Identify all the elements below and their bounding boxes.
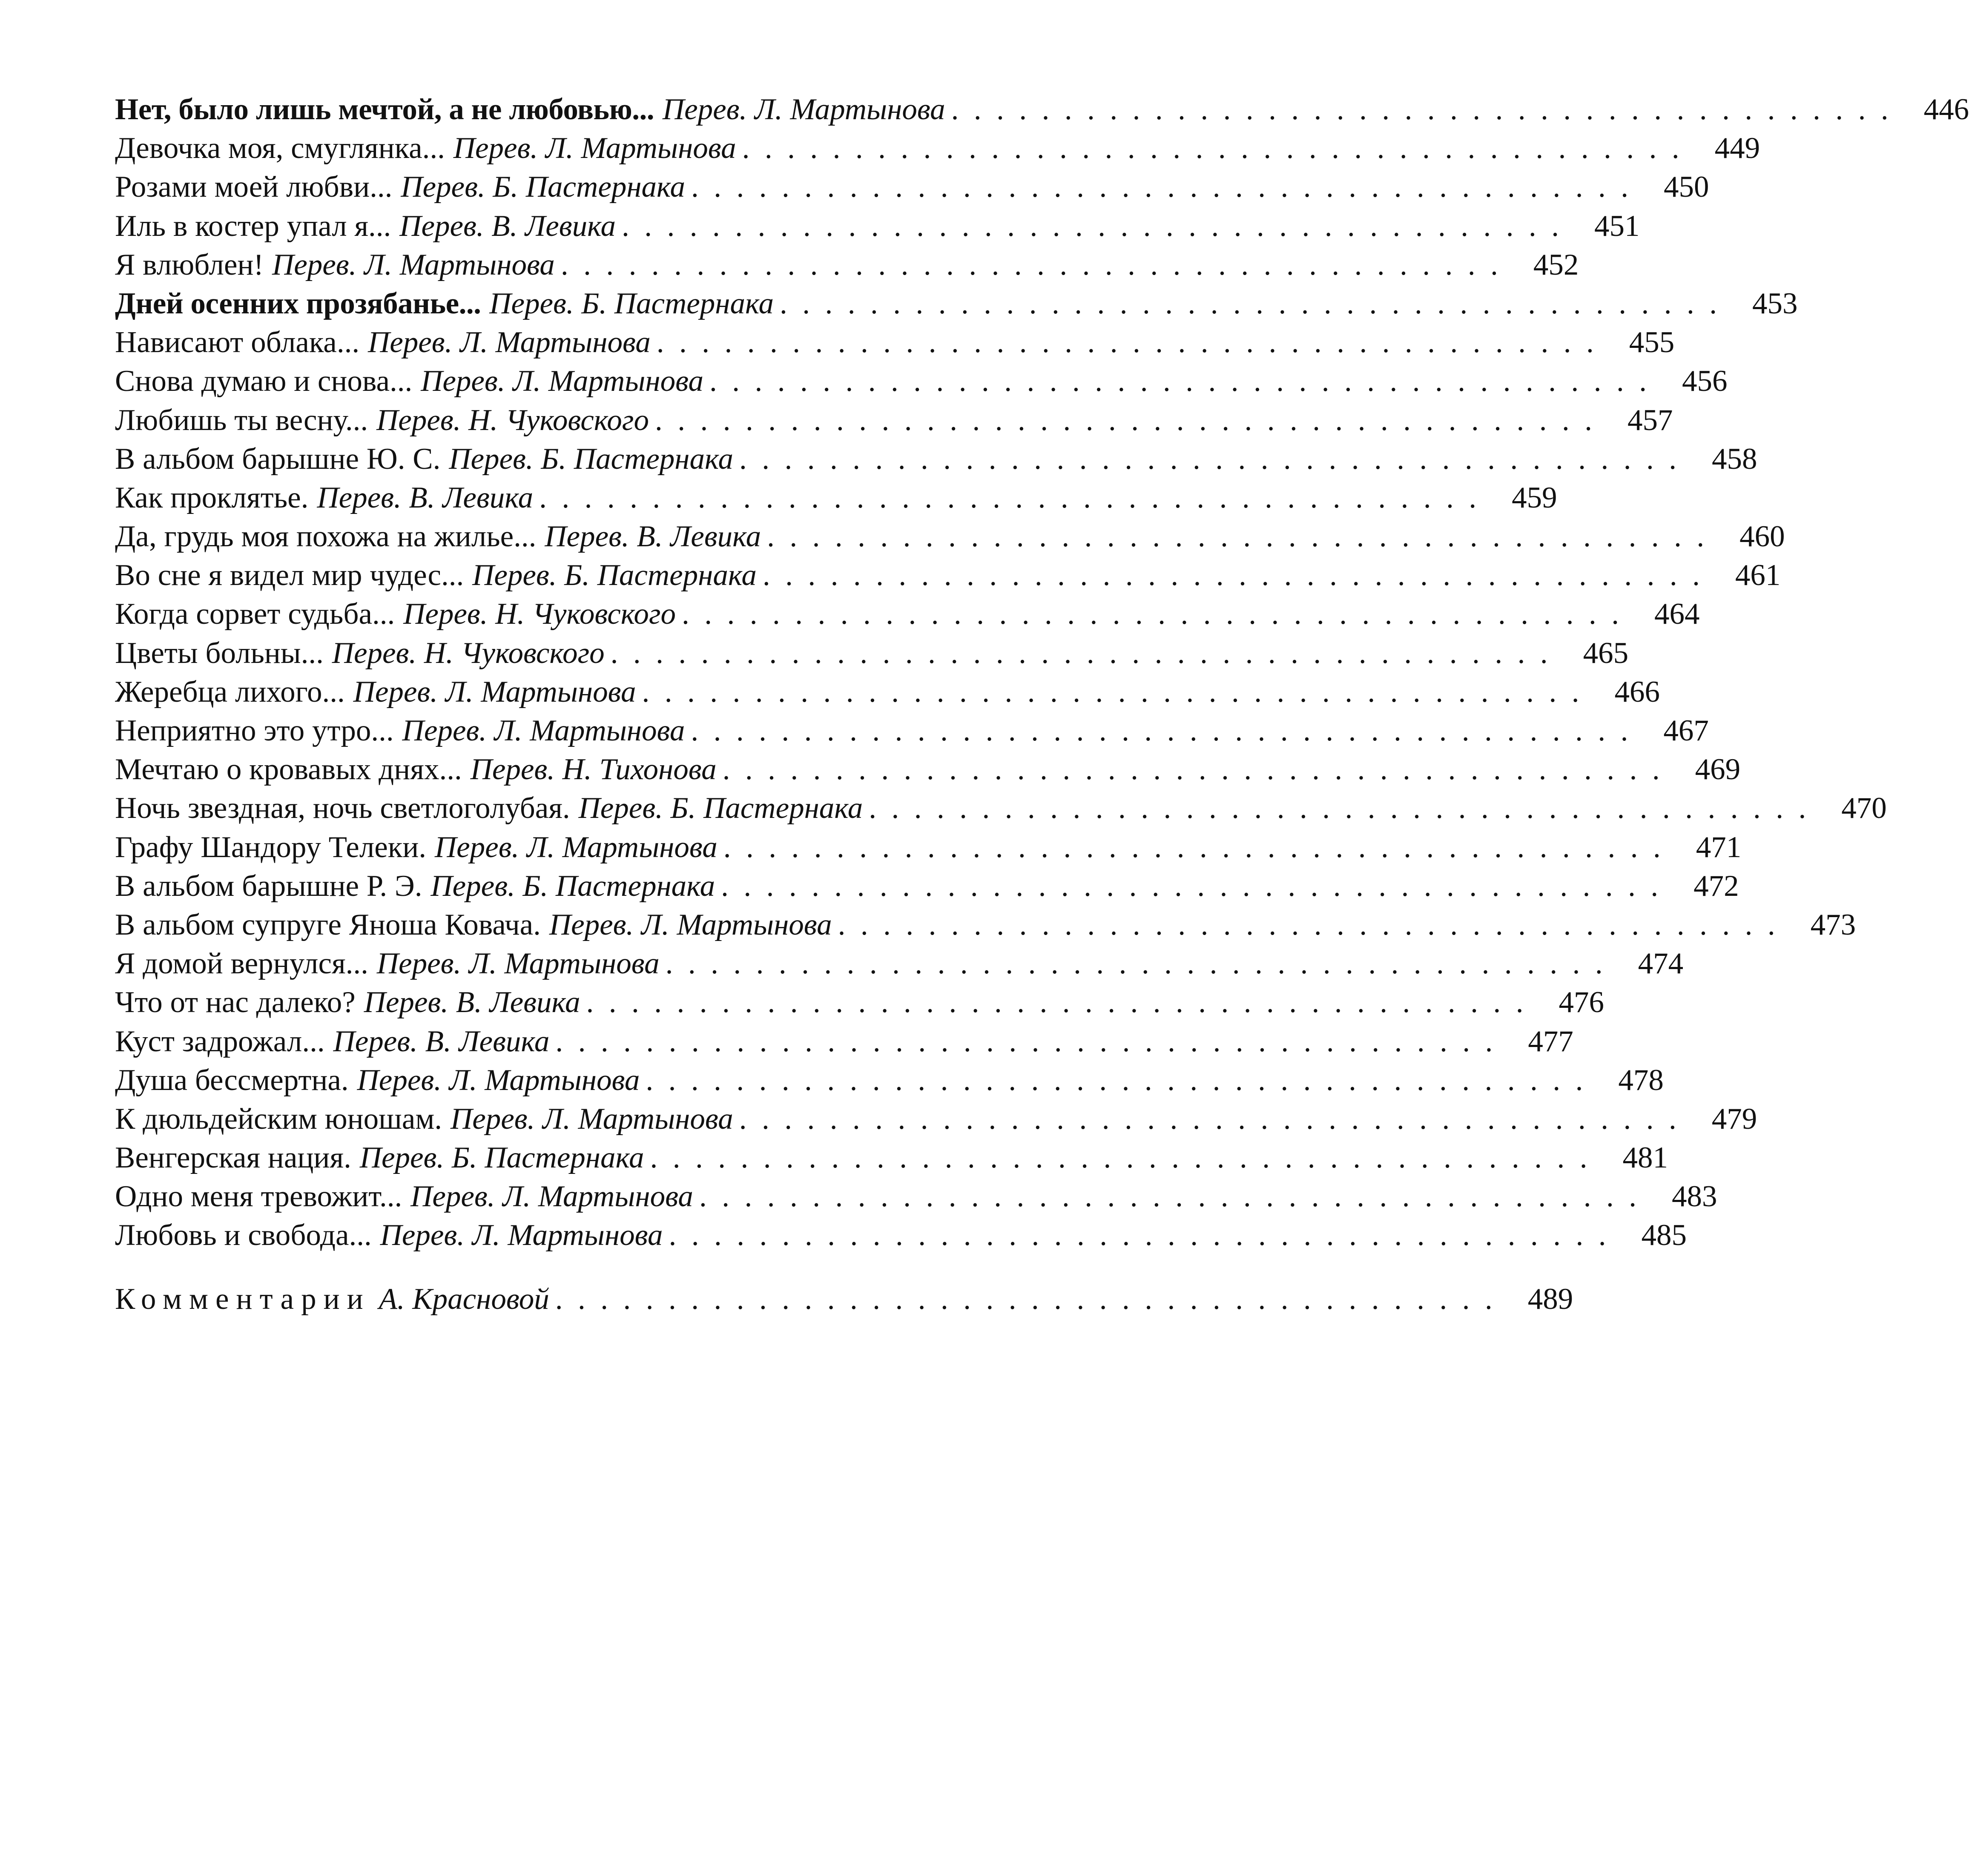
dot-leader: .......................................... <box>650 1141 1602 1175</box>
entry-page-number: 458 <box>1711 442 1757 476</box>
toc-entry <box>115 517 1785 556</box>
entry-page-number: 472 <box>1693 869 1739 903</box>
entry-title: Куст задрожал... <box>115 1024 325 1058</box>
entry-translator: Перев. Б. Пастернака <box>489 287 774 320</box>
entry-page-number: 483 <box>1671 1180 1717 1213</box>
dot-leader: .......................................... <box>642 675 1594 709</box>
toc-entry <box>115 1139 1668 1177</box>
toc-entry <box>115 595 1700 634</box>
dot-leader: .......................................... <box>656 326 1609 359</box>
dot-leader: .......................................... <box>739 1102 1692 1136</box>
entry-title: Одно меня тревожит... <box>115 1180 402 1213</box>
entry-translator: Перев. Л. Мартынова <box>357 1063 640 1097</box>
entry-title: Нет, было лишь мечтой, а не любовью... <box>115 93 654 126</box>
entry-page-number: 476 <box>1559 986 1604 1019</box>
entry-page-number: 459 <box>1512 481 1557 514</box>
entry-page-number: 489 <box>1527 1282 1573 1316</box>
entry-title: Мечтаю о кровавых днях... <box>115 753 462 786</box>
entry-translator: Перев. Н. Тихонова <box>470 753 717 786</box>
entry-translator: Перев. Н. Чуковского <box>403 597 676 631</box>
entry-page-number: 456 <box>1682 364 1728 398</box>
dot-leader: .......................................... <box>669 1219 1621 1252</box>
toc-entry <box>115 246 1579 284</box>
entry-title: Нависают облака... <box>115 326 360 359</box>
entry-page-number: 449 <box>1714 132 1760 165</box>
toc-entry <box>115 634 1629 673</box>
entry-title: К дюльдейским юношам. <box>115 1102 442 1136</box>
dot-leader: .......................................... <box>539 481 1492 514</box>
entry-title: Иль в костер упал я... <box>115 209 391 243</box>
entry-title: Душа бессмертна. <box>115 1063 349 1097</box>
entry-page-number: 465 <box>1583 636 1629 670</box>
toc-entry <box>115 284 1798 323</box>
dot-leader: .......................................... <box>742 132 1695 165</box>
entry-page-number: 474 <box>1638 947 1684 981</box>
table-of-contents <box>115 90 1969 1319</box>
toc-entry <box>115 168 1709 207</box>
toc-entry <box>115 556 1781 595</box>
entry-translator: Перев. Б. Пастернака <box>401 170 686 204</box>
entry-title: В альбом барышне Р. Э. <box>115 869 422 903</box>
entry-translator: Перев. Б. Пастернака <box>472 559 757 592</box>
dot-leader: .......................................... <box>762 559 1715 592</box>
entry-page-number: 455 <box>1629 326 1675 359</box>
entry-translator: Перев. Л. Мартынова <box>434 830 718 864</box>
entry-translator: Перев. Л. Мартынова <box>376 947 660 981</box>
toc-entry <box>115 479 1557 517</box>
toc-entry <box>115 1100 1757 1139</box>
entry-translator: Перев. Л. Мартынова <box>421 364 703 398</box>
entry-author: А. Красновой <box>379 1282 549 1316</box>
dot-leader: .......................................... <box>722 753 1675 786</box>
toc-entries <box>115 90 1969 1255</box>
toc-entry-commentary <box>115 1280 1573 1319</box>
entry-page-number: 477 <box>1528 1024 1573 1058</box>
entry-translator: Перев. Б. Пастернака <box>449 442 733 476</box>
toc-entry <box>115 983 1604 1022</box>
toc-entry <box>115 867 1739 906</box>
entry-title: Когда сорвет судьба... <box>115 597 395 631</box>
entry-title: Графу Шандору Телеки. <box>115 830 427 864</box>
dot-leader: .......................................... <box>555 1024 1508 1058</box>
entry-translator: Перев. В. Левика <box>317 481 534 514</box>
entry-translator: Перев. Н. Чуковского <box>332 636 605 670</box>
entry-page-number: 469 <box>1695 753 1741 786</box>
dot-leader: .......................................... <box>779 287 1732 320</box>
entry-title: Девочка моя, смуглянка... <box>115 132 445 165</box>
dot-leader: .......................................... <box>691 170 1644 204</box>
dot-leader: .......................................... <box>739 442 1692 476</box>
toc-entry <box>115 401 1673 440</box>
entry-title: Любовь и свобода... <box>115 1219 372 1252</box>
toc-entry <box>115 828 1742 867</box>
dot-leader: .......................................... <box>699 1180 1652 1213</box>
entry-translator: Перев. Л. Мартынова <box>272 248 555 281</box>
entry-page-number: 451 <box>1594 209 1640 243</box>
entry-title: Розами моей любви... <box>115 170 393 204</box>
entry-title: Снова думаю и снова... <box>115 364 413 398</box>
entry-title: Жеребца лихого... <box>115 675 345 709</box>
entry-translator: Перев. Л. Мартынова <box>662 93 945 126</box>
entry-translator: Перев. Л. Мартынова <box>450 1102 733 1136</box>
entry-title: Что от нас далеко? <box>115 986 356 1019</box>
toc-entry <box>115 1216 1687 1255</box>
entry-translator: Перев. Л. Мартынова <box>367 326 651 359</box>
dot-leader: .......................................... <box>691 714 1643 747</box>
dot-leader: .......................................... <box>555 1282 1508 1316</box>
dot-leader: .......................................... <box>767 520 1719 554</box>
entry-translator: Перев. Б. Пастернака <box>431 869 715 903</box>
entry-page-number: 450 <box>1664 170 1709 204</box>
entry-translator: Перев. В. Левика <box>399 209 616 243</box>
entry-page-number: 464 <box>1654 597 1700 631</box>
entry-translator: Перев. Б. Пастернака <box>578 792 863 825</box>
entry-page-number: 470 <box>1841 792 1887 825</box>
entry-title: Ночь звездная, ночь светлоголубая. <box>115 792 570 825</box>
dot-leader: .......................................... <box>654 403 1607 437</box>
entry-translator: Перев. В. Левика <box>364 986 580 1019</box>
dot-leader: .......................................... <box>838 908 1791 941</box>
dot-leader: .......................................... <box>665 947 1618 981</box>
entry-title: Любишь ты весну... <box>115 403 368 437</box>
entry-page-number: 479 <box>1711 1102 1757 1136</box>
entry-page-number: 453 <box>1752 287 1798 320</box>
toc-entry <box>115 362 1728 401</box>
dot-leader: .......................................... <box>723 830 1676 864</box>
entry-title: В альбом барышне Ю. С. <box>115 442 441 476</box>
entry-page-number: 460 <box>1739 520 1785 554</box>
toc-entry <box>115 90 1969 129</box>
entry-page-number: 457 <box>1627 403 1673 437</box>
entry-title: Я влюблен! <box>115 248 264 281</box>
dot-leader: .......................................... <box>951 93 1904 126</box>
toc-entry <box>115 711 1709 750</box>
entry-page-number: 461 <box>1735 559 1781 592</box>
entry-title: В альбом супруге Яноша Ковача. <box>115 908 541 941</box>
entry-translator: Перев. Л. Мартынова <box>380 1219 663 1252</box>
dot-leader: .......................................... <box>721 869 1673 903</box>
entry-translator: Перев. В. Левика <box>333 1024 550 1058</box>
entry-page-number: 481 <box>1622 1141 1668 1175</box>
entry-translator: Перев. Л. Мартынова <box>353 675 636 709</box>
toc-entry <box>115 440 1757 479</box>
toc-entry <box>115 129 1760 168</box>
toc-entry <box>115 1061 1664 1100</box>
dot-leader: .......................................... <box>869 792 1821 825</box>
entry-translator: Перев. Н. Чуковского <box>376 403 649 437</box>
entry-translator: Перев. Л. Мартынова <box>549 908 832 941</box>
toc-entry <box>115 207 1640 246</box>
toc-entry <box>115 906 1856 944</box>
entry-page-number: 466 <box>1614 675 1660 709</box>
entry-translator: Перев. В. Левика <box>545 520 761 554</box>
entry-translator: Перев. Б. Пастернака <box>359 1141 644 1175</box>
entry-page-number: 478 <box>1618 1063 1664 1097</box>
dot-leader: .......................................... <box>610 636 1563 670</box>
entry-title: Цветы больны... <box>115 636 324 670</box>
entry-page-number: 452 <box>1533 248 1579 281</box>
entry-page-number: 471 <box>1696 830 1742 864</box>
dot-leader: .......................................... <box>682 597 1634 631</box>
entry-title: Неприятно это утро... <box>115 714 394 747</box>
entry-title: Дней осенних прозябанье... <box>115 287 481 320</box>
toc-entry <box>115 1177 1717 1216</box>
toc-entry <box>115 944 1684 983</box>
toc-entry <box>115 673 1660 711</box>
entry-title: Как проклятье. <box>115 481 309 514</box>
entry-title: Да, грудь моя похожа на жилье... <box>115 520 537 554</box>
entry-title: Венгерская нация. <box>115 1141 351 1175</box>
entry-title: Во сне я видел мир чудес... <box>115 559 464 592</box>
dot-leader: .......................................... <box>709 364 1662 398</box>
entry-page-number: 467 <box>1663 714 1709 747</box>
toc-entry <box>115 750 1741 789</box>
entry-title: Комментарии <box>115 1282 370 1316</box>
toc-entry <box>115 323 1675 362</box>
toc-entry <box>115 1022 1573 1061</box>
entry-page-number: 473 <box>1810 908 1856 941</box>
entry-page-number: 446 <box>1923 93 1969 126</box>
toc-entry <box>115 789 1887 828</box>
dot-leader: .......................................... <box>560 248 1513 281</box>
entry-translator: Перев. Л. Мартынова <box>410 1180 693 1213</box>
entry-page-number: 485 <box>1641 1219 1687 1252</box>
entry-translator: Перев. Л. Мартынова <box>402 714 685 747</box>
entry-translator: Перев. Л. Мартынова <box>453 132 736 165</box>
dot-leader: .......................................... <box>646 1063 1598 1097</box>
entry-title: Я домой вернулся... <box>115 947 368 981</box>
dot-leader: .......................................... <box>586 986 1538 1019</box>
dot-leader: .......................................... <box>622 209 1574 243</box>
